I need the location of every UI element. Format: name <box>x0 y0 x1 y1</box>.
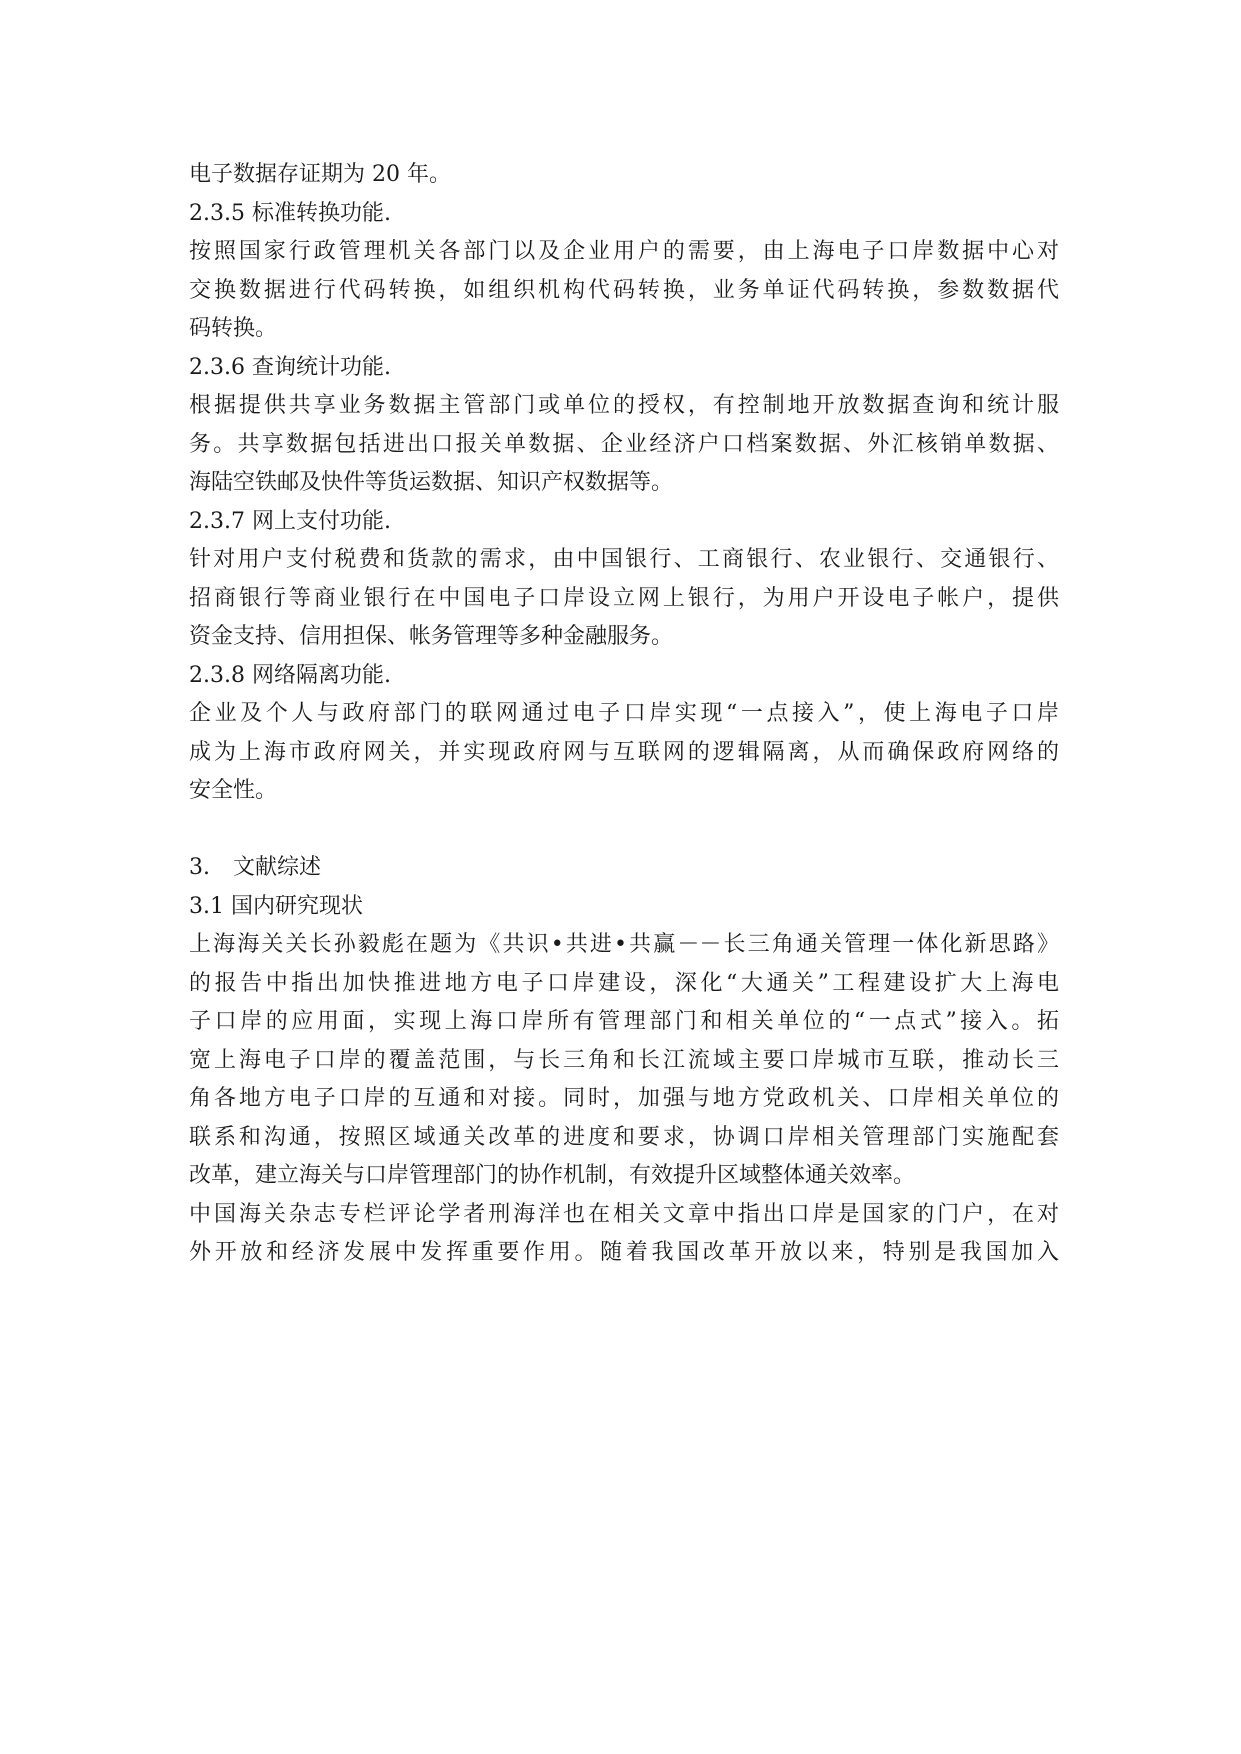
text-line: 联系和沟通，按照区域通关改革的进度和要求，协调口岸相关管理部门实施配套 <box>189 1124 1059 1150</box>
text-line: 针对用户支付税费和货款的需求，由中国银行、工商银行、农业银行、交通银行、 <box>189 547 1059 572</box>
text-line: 改革，建立海关与口岸管理部门的协作机制，有效提升区域整体通关效率。 <box>189 1163 916 1188</box>
text-line: 资金支持、信用担保、帐务管理等多种金融服务。 <box>189 624 674 649</box>
text-line: 角各地方电子口岸的互通和对接。同时，加强与地方党政机关、口岸相关单位的 <box>189 1086 1059 1111</box>
section-heading-number: 3. <box>189 855 210 880</box>
text-line: 海陆空铁邮及快件等货运数据、知识产权数据等。 <box>189 470 674 495</box>
text-line: 成为上海市政府网关，并实现政府网与互联网的逻辑隔离，从而确保政府网络的 <box>189 739 1059 765</box>
text-line: 的报告中指出加快推进地方电子口岸建设，深化“大通关”工程建设扩大上海电 <box>189 970 1059 996</box>
text-line: 2.3.8 网络隔离功能. <box>189 662 391 688</box>
text-line: 2.3.6 查询统计功能. <box>189 354 391 380</box>
text-line: 码转换。 <box>189 316 278 341</box>
document-body <box>189 156 1059 1273</box>
text-line: 电子数据存证期为 20 年。 <box>189 162 451 187</box>
text-line: 根据提供共享业务数据主管部门或单位的授权，有控制地开放数据查询和统计服 <box>189 393 1059 418</box>
text-line: 2.3.7 网上支付功能. <box>189 508 391 534</box>
text-line: 2.3.5 标准转换功能. <box>189 200 391 226</box>
text-line: 3.1 国内研究现状 <box>189 893 363 919</box>
text-line: 交换数据进行代码转换，如组织机构代码转换，业务单证代码转换，参数数据代 <box>189 277 1059 303</box>
text-line: 中国海关杂志专栏评论学者刑海洋也在相关文章中指出口岸是国家的门户，在对 <box>189 1201 1059 1227</box>
section-3-text <box>189 888 1059 1273</box>
text-line: 安全性。 <box>189 778 278 803</box>
text-line: 招商银行等商业银行在中国电子口岸设立网上银行，为用户开设电子帐户，提供 <box>189 585 1059 611</box>
text-line: 上海海关关长孙毅彪在题为《共识•共进•共赢－－长三角通关管理一体化新思路》 <box>189 932 1059 957</box>
text-line: 务。共享数据包括进出口报关单数据、企业经济户口档案数据、外汇核销单数据、 <box>189 431 1059 457</box>
blank-line <box>189 811 1059 850</box>
text-line: 子口岸的应用面，实现上海口岸所有管理部门和相关单位的“一点式”接入。拓 <box>189 1009 1059 1034</box>
text-line: 外开放和经济发展中发挥重要作用。随着我国改革开放以来，特别是我国加入 <box>189 1240 1059 1265</box>
text-line: 按照国家行政管理机关各部门以及企业用户的需要，由上海电子口岸数据中心对 <box>189 239 1059 264</box>
section-heading <box>189 849 1059 888</box>
text-line: 宽上海电子口岸的覆盖范围，与长三角和长江流域主要口岸城市互联，推动长三 <box>189 1047 1059 1073</box>
text-line: 企业及个人与政府部门的联网通过电子口岸实现“一点接入”，使上海电子口岸 <box>189 701 1059 726</box>
section-heading-title: 文献综述 <box>233 855 322 880</box>
section-2-3-text <box>189 156 1059 811</box>
